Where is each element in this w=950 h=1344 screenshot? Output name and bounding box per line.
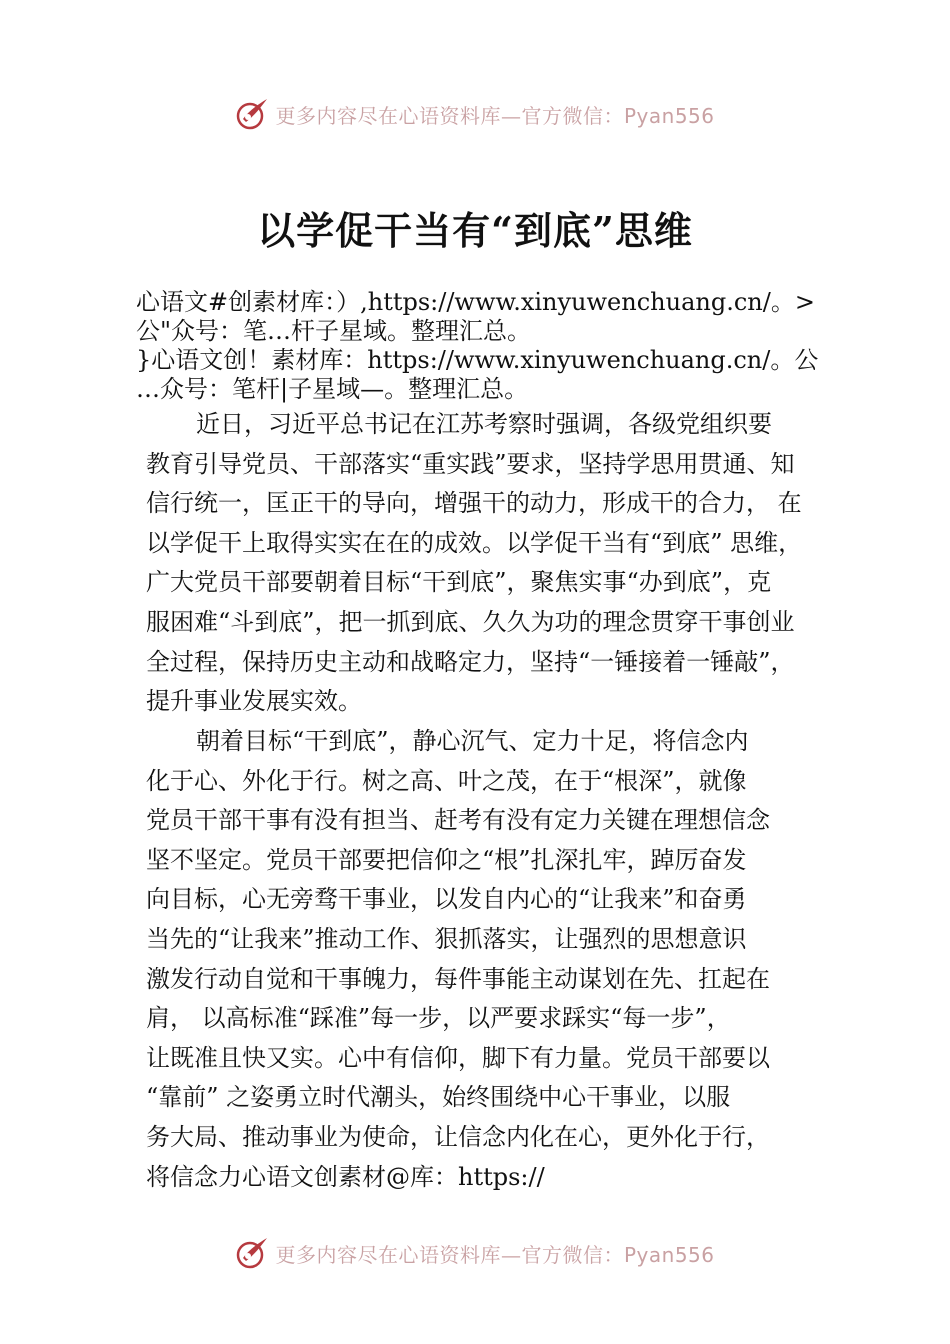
text-line: 以学促干上取得实实在在的成效。以学促干当有“到底” 思维， — [146, 528, 803, 557]
text-line: 服困难“斗到底”，把一抓到底、久久为功的理念贯穿干事创业 — [146, 607, 795, 636]
text-line: 信行统一，匡正干的导向，增强干的动力，形成干的合力， 在 — [146, 489, 802, 518]
text-line: 党员干部干事有没有担当、赶考有没有定力关键在理想信念 — [146, 806, 770, 835]
source-line: 公"众号：笔…杆子星域。整理汇总。 — [136, 317, 532, 345]
text-line: 近日，习近平总书记在江苏考察时强调，各级党组织要 — [196, 410, 772, 438]
paragraph-2 — [146, 722, 836, 1197]
quill-logo-icon — [235, 1236, 269, 1270]
text-line: 务大局、推动事业为使命，让信念内化在心，更外化于行， — [146, 1122, 770, 1151]
wechat-id: Pyan556 — [623, 1242, 715, 1267]
banner-text: 更多内容尽在心语资料库—官方微信：Pyan556 — [275, 103, 715, 128]
text-line: 坚不坚定。党员干部要把信仰之“根”扎深扎牢，踔厉奋发 — [146, 845, 747, 874]
text-line: 让既准且快又实。心中有信仰，脚下有力量。党员干部要以 — [146, 1043, 770, 1072]
text-line: “靠前” 之姿勇立时代潮头，始终围绕中心干事业，以服 — [146, 1083, 731, 1112]
text-line: 将信念力心语文创素材@库：https:// — [146, 1162, 545, 1191]
text-line: 激发行动自觉和干事魄力，每件事能主动谋划在先、扛起在 — [146, 964, 770, 993]
text-line: 全过程，保持历史主动和战略定力，坚持“一锤接着一锤敲”， — [146, 647, 795, 676]
paragraph-1 — [146, 405, 836, 722]
text-line: 当先的“让我来”推动工作、狠抓落实，让强烈的思想意识 — [146, 924, 747, 953]
text-line: 向目标，心无旁骛干事业，以发自内心的“让我来”和奋勇 — [146, 885, 747, 914]
text-line: 教育引导党员、干部落实“重实践”要求，坚持学思用贯通、知 — [146, 449, 795, 478]
footer-banner — [0, 1233, 950, 1273]
text-line: 提升事业发展实效。 — [146, 687, 362, 716]
document-title: 以学促干当有“到底”思维 — [257, 208, 693, 253]
source-line: …众号：笔杆|子星域—。整理汇总。 — [136, 375, 529, 403]
source-line: 心语文#创素材库：）,https://www.xinyuwenchuang.cn/。> — [136, 288, 815, 316]
text-line: 朝着目标“干到底”，静心沉气、定力十足，将信念内 — [196, 727, 749, 755]
text-line: 广大党员干部要朝着目标“干到底”，聚焦实事“办到底”，克 — [146, 568, 772, 597]
quill-logo-icon — [235, 97, 269, 131]
wechat-id: Pyan556 — [623, 103, 715, 128]
header-banner — [0, 94, 950, 134]
banner-text: 更多内容尽在心语资料库—官方微信：Pyan556 — [275, 1242, 715, 1267]
source-line: }心语文创！素材库：https://www.xinyuwenchuang.cn/。公 — [136, 346, 819, 374]
text-line: 肩， 以高标准“踩准”每一步，以严要求踩实“每一步”， — [146, 1004, 731, 1033]
text-line: 化于心、外化于行。树之高、叶之茂，在于“根深”，就像 — [146, 766, 747, 795]
